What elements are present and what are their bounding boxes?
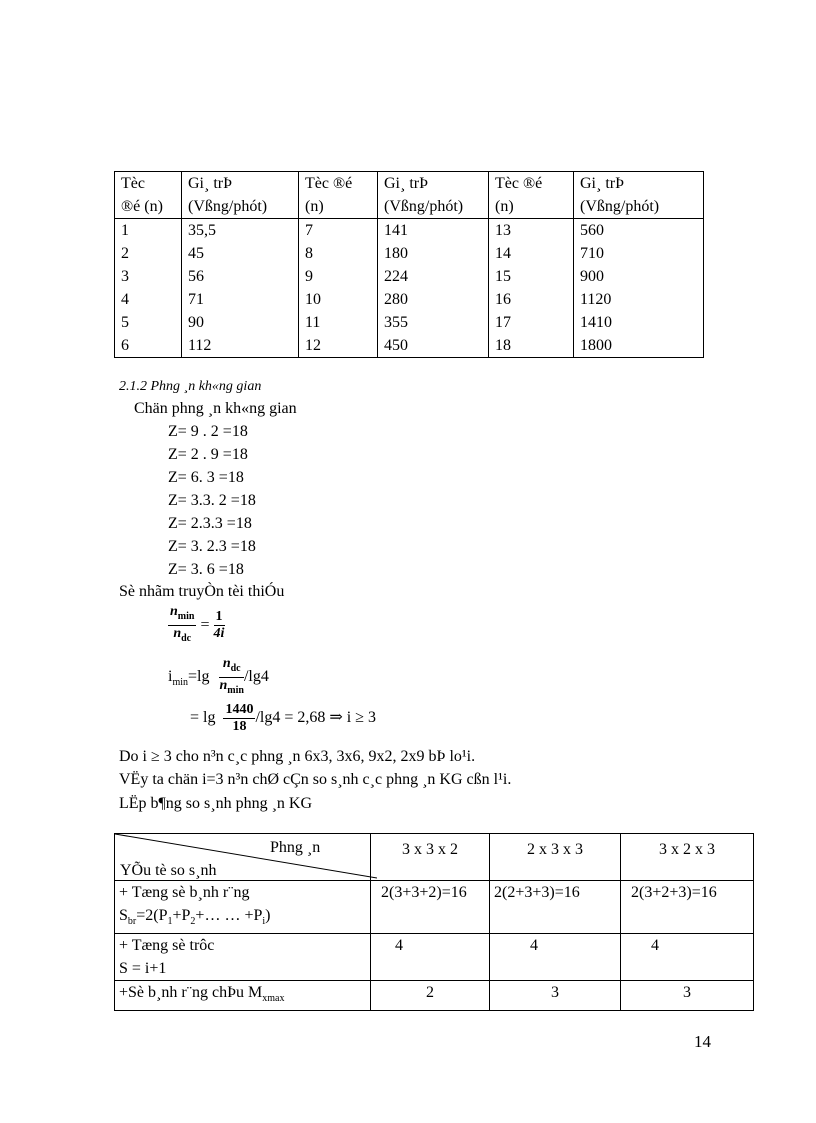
cell-text: 9	[305, 268, 313, 285]
cell-text: 900	[580, 268, 604, 285]
z-line: Z= 9 . 2 =18	[168, 423, 248, 440]
fraction	[214, 609, 225, 642]
speed-index-cell	[115, 219, 182, 358]
subscript: dc	[181, 632, 192, 644]
z-line: Z= 3.3. 2 =18	[168, 492, 256, 509]
header-text: Gi¸ trÞ	[580, 175, 624, 192]
value-cell: 4	[490, 934, 621, 981]
value-cell: 4	[371, 934, 490, 981]
speed-value-cell	[182, 219, 299, 358]
cell-text: 5	[121, 314, 129, 331]
row-label-text: + Tæng sè trôc	[119, 937, 215, 955]
diagonal-header-cell	[115, 834, 371, 881]
table-row	[115, 934, 754, 981]
z-line: Z= 2 . 9 =18	[168, 446, 248, 463]
imin-eq: =lg	[188, 667, 210, 685]
table-row	[115, 981, 754, 1011]
option-header: 2 x 3 x 3	[490, 834, 621, 881]
cell-text: 15	[495, 268, 511, 285]
calc-formula	[190, 702, 376, 735]
header-text: Gi¸ trÞ	[188, 175, 232, 192]
cell-text: 35,5	[188, 222, 216, 239]
cell-text: 710	[580, 245, 604, 262]
header-text: (Vßng/phót)	[384, 198, 464, 215]
cell-text: 13	[495, 222, 511, 239]
cell-text: 450	[384, 337, 408, 354]
subscript: min	[172, 677, 189, 689]
header-text: (Vßng/phót)	[580, 198, 660, 215]
speed-index-cell	[489, 219, 574, 358]
cell-text: 10	[305, 291, 321, 308]
header-text: (Vßng/phót)	[188, 198, 268, 215]
numerator: n	[170, 604, 178, 619]
cell-text: 141	[384, 222, 408, 239]
page-number: 14	[694, 1032, 711, 1051]
section-heading: 2.1.2 Phng ¸n kh«ng gian	[119, 379, 262, 394]
option-header: 3 x 2 x 3	[621, 834, 754, 881]
z-line: Z= 6. 3 =18	[168, 469, 244, 486]
paragraph: Do i ≥ 3 cho n³n c¸c phng ¸n 6x3, 3x6, 9x2, 2x9 bÞ lo¹i.	[119, 748, 476, 765]
cell-text: 17	[495, 314, 511, 331]
speed-table	[114, 171, 704, 358]
numerator: 1	[215, 608, 223, 624]
fraction	[219, 656, 243, 699]
imin-suffix: /lg4	[243, 667, 269, 685]
z-lines	[168, 420, 256, 581]
table-header-row	[115, 172, 704, 219]
row-label	[115, 934, 371, 981]
cell-text: 16	[495, 291, 511, 308]
paragraph: VËy ta chän i=3 n³n chØ cÇn so s¸nh c¸c phng ¸n KG cßn l¹i.	[119, 771, 512, 788]
calc-suffix: /lg4 = 2,68 ⇒ i ≥ 3	[255, 709, 377, 727]
header-text: Tèc	[121, 175, 145, 192]
cell-text: 6	[121, 337, 129, 354]
cell-text: 4	[121, 291, 129, 308]
cell-text: 112	[188, 337, 212, 354]
cell-text: 90	[188, 314, 204, 331]
row-formula: S = i+1	[119, 960, 167, 978]
subscript: min	[177, 610, 195, 622]
cell-text: 3	[121, 268, 129, 285]
equals-sign: =	[200, 616, 210, 634]
value-cell: 4	[621, 934, 754, 981]
cell-text: 71	[188, 291, 204, 308]
value-cell: 3	[621, 981, 754, 1011]
option-header: 3 x 3 x 2	[371, 834, 490, 881]
cell-text: 2	[121, 245, 129, 262]
header-text: (n)	[305, 198, 324, 215]
cell-text: 12	[305, 337, 321, 354]
subscript: xmax	[262, 993, 285, 1005]
header-text: ®é (n)	[121, 198, 163, 215]
subscript: dc	[230, 662, 241, 674]
header-text: Tèc ®é	[495, 175, 543, 192]
fraction	[223, 702, 255, 735]
subscript: br	[127, 916, 137, 928]
header-text: Tèc ®é	[305, 175, 353, 192]
cell-text: 1410	[580, 314, 612, 331]
row-formula: $S_{br}=2(P_1+P_2+\dots$ … $+P_i$)	[119, 907, 271, 928]
cell-text: 56	[188, 268, 204, 285]
cell-text: 8	[305, 245, 313, 262]
header-cell	[182, 172, 299, 219]
section-intro: Chän phng ¸n kh«ng gian	[134, 400, 297, 417]
value-cell: 2(3+2+3)=16	[621, 881, 754, 934]
comparison-table	[114, 833, 754, 1011]
imin-label: i	[168, 667, 173, 685]
header-text: (n)	[495, 198, 514, 215]
row-label-text: + Tæng sè b¸nh r¨ng	[119, 884, 250, 901]
header-cell	[574, 172, 704, 219]
denominator: 18	[232, 719, 247, 734]
value-cell: 2(3+3+2)=16	[371, 881, 490, 934]
value-cell: 3	[490, 981, 621, 1011]
imin-formula	[168, 656, 269, 699]
header-cell	[378, 172, 489, 219]
speed-value-cell	[378, 219, 489, 358]
row-label	[115, 981, 371, 1011]
cell-text: 11	[305, 314, 321, 331]
value-cell: 2(2+3+3)=16	[490, 881, 621, 934]
formula-s: S	[119, 907, 128, 924]
header-cell	[115, 172, 182, 219]
cell-text: 1800	[580, 337, 612, 354]
header-text: Gi¸ trÞ	[384, 175, 428, 192]
min-transmission-text: Sè nhãm truyÒn tèi thiÓu	[119, 583, 285, 600]
cell-text: 180	[384, 245, 408, 262]
header-bottom-label: YÕu tè so s¸nh	[120, 862, 217, 879]
paragraph: LËp b¶ng so s¸nh phng ¸n KG	[119, 795, 313, 812]
z-line: Z= 3. 6 =18	[168, 561, 244, 578]
header-cell	[489, 172, 574, 219]
row-label-text: +Sè b¸nh r¨ng chÞu M	[119, 984, 263, 1002]
cell-text: 7	[305, 222, 313, 239]
subscript: min	[227, 684, 244, 696]
table-header-row	[115, 834, 754, 881]
speed-index-cell	[299, 219, 378, 358]
table-row	[115, 881, 754, 934]
cell-text: 18	[495, 337, 511, 354]
cell-text: 355	[384, 314, 408, 331]
denominator: n	[173, 625, 182, 641]
cell-text: 45	[188, 245, 204, 262]
cell-text: 280	[384, 291, 408, 308]
numerator: 1440	[225, 702, 254, 717]
cell-text: 1	[121, 222, 129, 239]
ratio-formula	[168, 604, 225, 647]
cell-text: 14	[495, 245, 511, 262]
denominator: n	[219, 677, 228, 693]
value-cell: 2	[371, 981, 490, 1011]
row-label	[115, 881, 371, 934]
formula-rest: =2(P	[136, 907, 168, 924]
header-cell	[299, 172, 378, 219]
numerator: n	[222, 656, 231, 671]
cell-text: 224	[384, 268, 408, 285]
z-line: Z= 2.3.3 =18	[168, 515, 252, 532]
header-top-label: Phng ¸n	[270, 839, 321, 856]
cell-text: 560	[580, 222, 604, 239]
calc-prefix: = lg	[190, 709, 216, 727]
cell-text: 1120	[580, 291, 612, 308]
z-line: Z= 3. 2.3 =18	[168, 538, 256, 555]
speed-value-cell	[574, 219, 704, 358]
fraction	[168, 604, 196, 647]
table-row	[115, 219, 704, 358]
denominator: 4i	[213, 625, 225, 641]
